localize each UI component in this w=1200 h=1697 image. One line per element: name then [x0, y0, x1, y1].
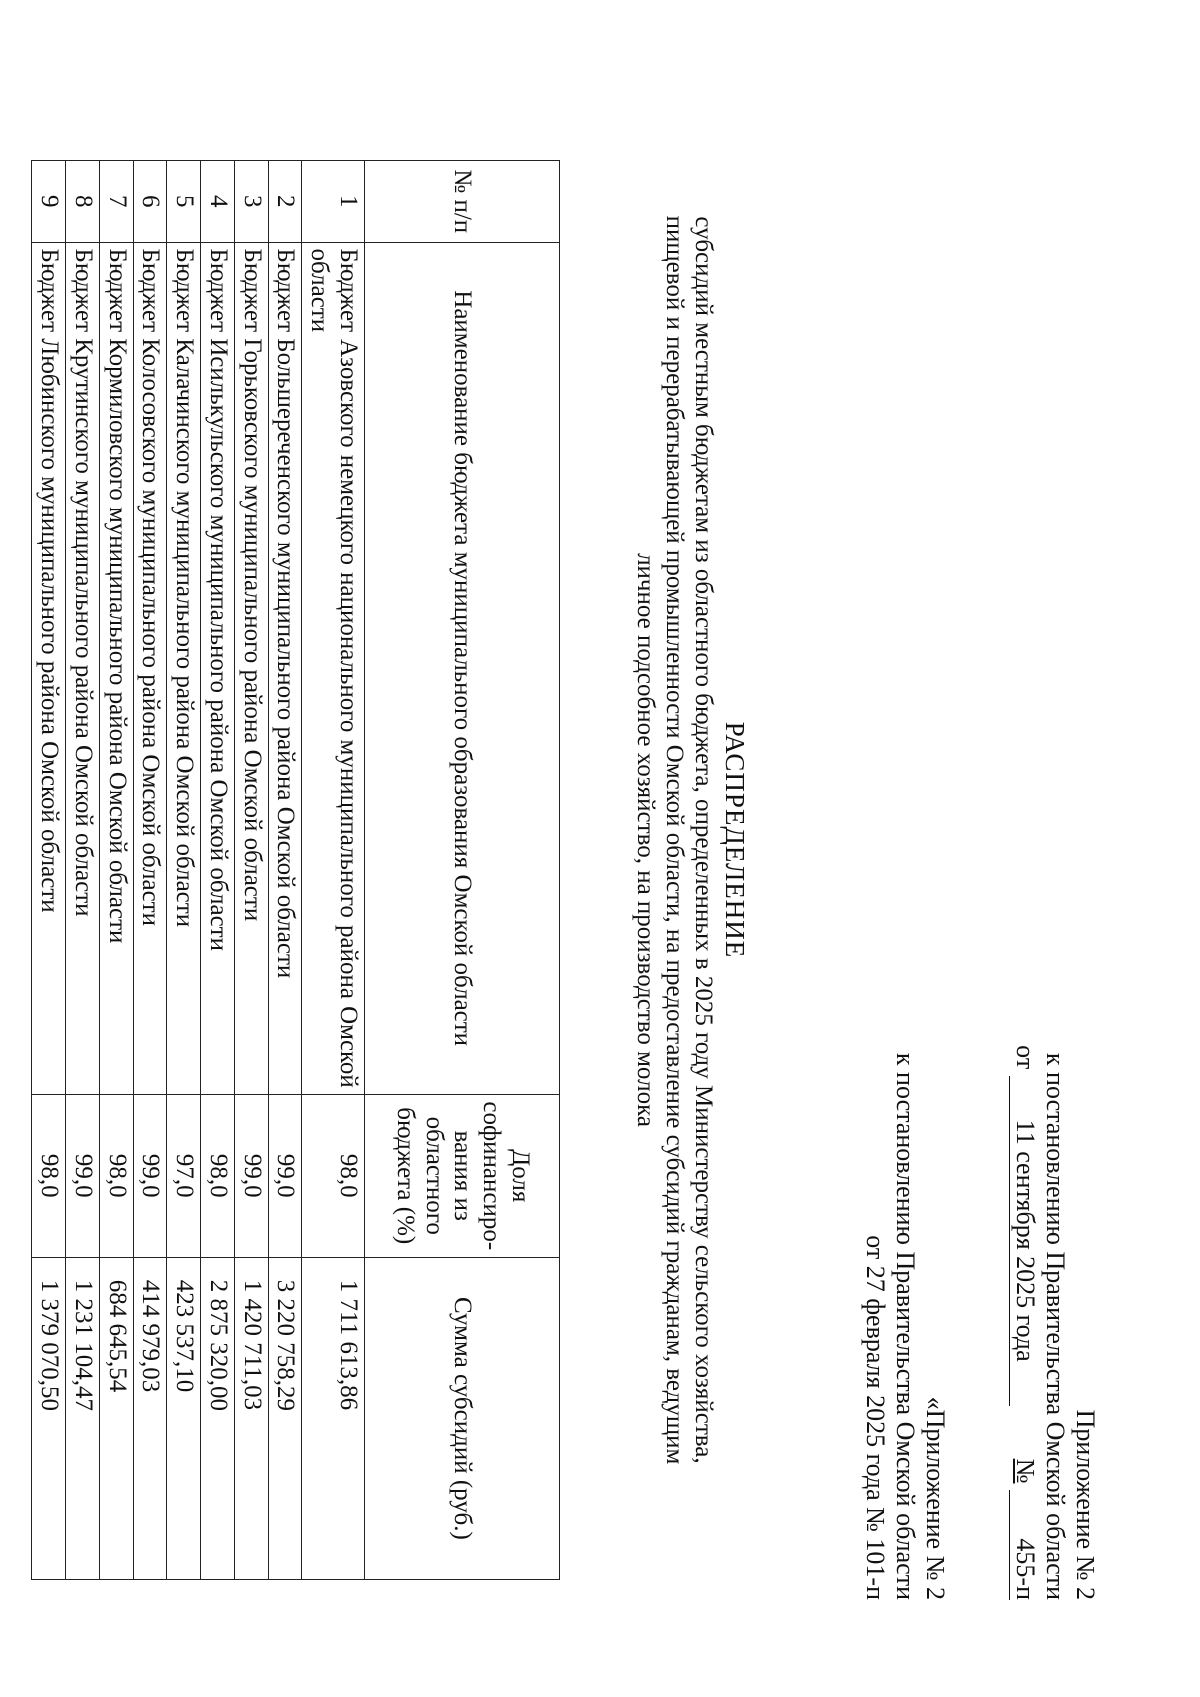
row-sum: 1 231 104,47	[66, 1257, 100, 1579]
rotated-sheet	[36, 40, 1140, 1640]
number-prefix: №	[1011, 1458, 1041, 1484]
row-sum: 423 537,10	[167, 1257, 201, 1579]
row-number: 2	[268, 161, 302, 243]
row-sum: 3 220 758,29	[268, 1257, 302, 1579]
row-budget-name: Бюджет Исилькульского муниципального района Омской области	[201, 242, 235, 1094]
row-number: 1	[302, 161, 365, 243]
row-budget-name: Бюджет Кормиловского муниципального района Омской области	[100, 242, 134, 1094]
table-header-row	[365, 161, 560, 1580]
row-budget-name: Бюджет Азовского немецкого национального муниципального района Омской области	[302, 242, 365, 1094]
row-number: 6	[133, 161, 167, 243]
row-share: 98,0	[302, 1094, 365, 1257]
row-number: 9	[32, 161, 66, 243]
title-block	[631, 40, 750, 1640]
table-row	[66, 161, 100, 1580]
col-header-name: Наименование бюджета муниципального образования Омской области	[365, 242, 560, 1094]
row-budget-name: Бюджет Большереченского муниципального района Омской области	[268, 242, 302, 1094]
prev-resolution-ref: к постановлению Правительства Омской области	[891, 1052, 921, 1600]
row-share: 99,0	[268, 1094, 302, 1257]
table-row	[201, 161, 235, 1580]
col-header-number: № п/п	[365, 161, 560, 243]
subtitle-line-2: пищевой и перерабатывающей промышленности Омской области, на предоставление субсидий гражданам, ведущим	[661, 215, 689, 1465]
subtitle-line-3: личное подсобное хозяйство, на производство молока	[632, 553, 660, 1127]
table-row	[302, 161, 365, 1580]
row-sum: 2 875 320,00	[201, 1257, 235, 1579]
appendix-date-line	[1009, 1045, 1040, 1600]
row-sum: 414 979,03	[133, 1257, 167, 1579]
row-sum: 1 379 070,50	[32, 1257, 66, 1579]
resolution-date: 11 сентября 2025 года	[1009, 1076, 1040, 1406]
appendix-header	[1009, 1045, 1100, 1600]
subtitle-line-1: субсидий местным бюджетам из областного бюджета, определенных в 2025 году Министерству сельского хозяйства,	[689, 216, 717, 1464]
row-share: 98,0	[201, 1094, 235, 1257]
row-budget-name: Бюджет Колосовского муниципального района Омской области	[133, 242, 167, 1094]
document-title: РАСПРЕДЕЛЕНИЕ	[720, 721, 750, 959]
row-share: 97,0	[167, 1094, 201, 1257]
row-number: 3	[235, 161, 269, 243]
row-number: 7	[100, 161, 134, 243]
row-sum: 1 711 613,86	[302, 1257, 365, 1579]
row-share: 98,0	[32, 1094, 66, 1257]
col-header-sum: Сумма субсидий (руб.)	[365, 1257, 560, 1579]
table-row	[100, 161, 134, 1580]
previous-appendix-header	[860, 1053, 950, 1600]
row-budget-name: Бюджет Горьковского муниципального района Омской области	[235, 242, 269, 1094]
row-number: 4	[201, 161, 235, 243]
row-share: 98,0	[100, 1094, 134, 1257]
table-row	[32, 161, 66, 1580]
row-share: 99,0	[66, 1094, 100, 1257]
col-header-share: Доля софинансиро-вания из областного бюджета (%)	[365, 1094, 560, 1257]
prev-appendix-label: «Приложение № 2	[921, 1396, 950, 1600]
appendix-resolution-ref: к постановлению Правительства Омской области	[1041, 1052, 1071, 1600]
resolution-number: 455-п	[1009, 1490, 1040, 1600]
row-number: 8	[66, 161, 100, 243]
subsidy-table	[32, 160, 561, 1580]
row-budget-name: Бюджет Крутинского муниципального района Омской области	[66, 242, 100, 1094]
row-share: 99,0	[235, 1094, 269, 1257]
table-row	[235, 161, 269, 1580]
from-prefix: от	[1011, 1045, 1041, 1070]
row-share: 99,0	[133, 1094, 167, 1257]
row-budget-name: Бюджет Калачинского муниципального района Омской области	[167, 242, 201, 1094]
row-number: 5	[167, 161, 201, 243]
row-sum: 1 420 711,03	[235, 1257, 269, 1579]
row-budget-name: Бюджет Любинского муниципального района Омской области	[32, 242, 66, 1094]
table-row	[268, 161, 302, 1580]
table-row	[133, 161, 167, 1580]
row-sum: 684 645,54	[100, 1257, 134, 1579]
appendix-label: Приложение № 2	[1071, 1409, 1100, 1600]
prev-resolution-date: от 27 февраля 2025 года № 101-п	[861, 1235, 891, 1600]
table-row	[167, 161, 201, 1580]
